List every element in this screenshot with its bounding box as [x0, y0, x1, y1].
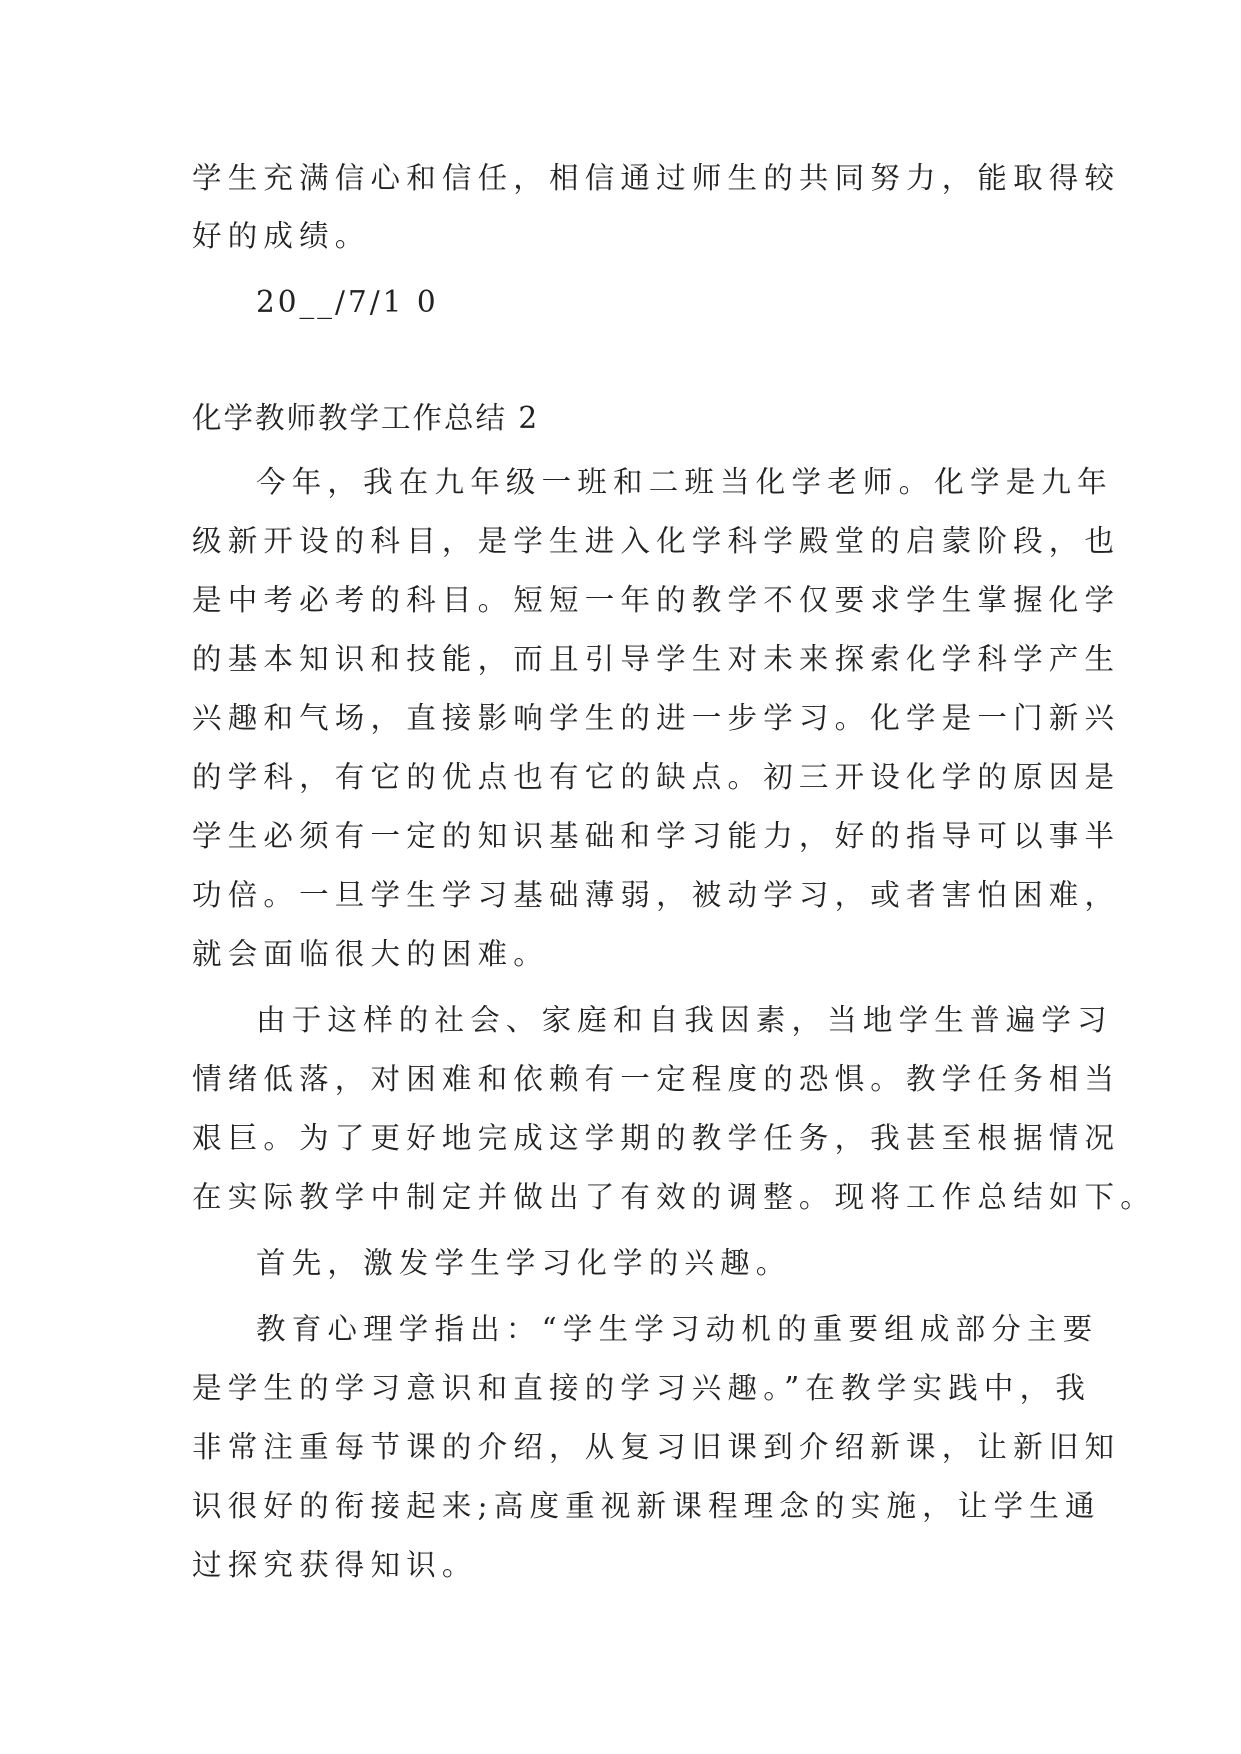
- paragraph-line: 的基本知识和技能，而且引导学生对未来探索化学科学产生: [192, 642, 1121, 676]
- paragraph-line: 识很好的衔接起来;高度重视新课程理念的实施，让学生通: [192, 1489, 1101, 1523]
- date-line: 20__/7/1 0: [256, 285, 439, 319]
- paragraph-line: 是学生的学习意识和直接的学习兴趣。”在教学实践中，我: [192, 1371, 1092, 1405]
- paragraph-line: 好的成绩。: [192, 219, 371, 253]
- paragraph-line: 今年，我在九年级一班和二班当化学老师。化学是九年: [256, 465, 1113, 499]
- paragraph-line: 由于这样的社会、家庭和自我因素，当地学生普遍学习: [256, 1003, 1113, 1037]
- paragraph-line: 级新开设的科目，是学生进入化学科学殿堂的启蒙阶段，也: [192, 524, 1121, 558]
- paragraph-line: 教育心理学指出：“学生学习动机的重要组成部分主要: [256, 1312, 1099, 1346]
- paragraph-line: 过探究获得知识。: [192, 1548, 478, 1582]
- paragraph-line: 兴趣和气场，直接影响学生的进一步学习。化学是一门新兴: [192, 701, 1121, 735]
- paragraph-line: 就会面临很大的困难。: [192, 937, 550, 971]
- paragraph-line: 学生充满信心和信任，相信通过师生的共同努力，能取得较: [192, 161, 1121, 195]
- paragraph-line: 首先，激发学生学习化学的兴趣。: [256, 1246, 792, 1280]
- paragraph-line: 功倍。一旦学生学习基础薄弱，被动学习，或者害怕困难，: [192, 878, 1121, 912]
- paragraph-line: 情绪低落，对困难和依赖有一定程度的恐惧。教学任务相当: [192, 1062, 1121, 1096]
- paragraph-line: 的学科，有它的优点也有它的缺点。初三开设化学的原因是: [192, 760, 1121, 794]
- paragraph-line: 在实际教学中制定并做出了有效的调整。现将工作总结如下。: [192, 1180, 1156, 1214]
- paragraph-line: 非常注重每节课的介绍，从复习旧课到介绍新课，让新旧知: [192, 1430, 1121, 1464]
- paragraph-line: 艰巨。为了更好地完成这学期的教学任务，我甚至根据情况: [192, 1121, 1121, 1155]
- paragraph-line: 学生必须有一定的知识基础和学习能力，好的指导可以事半: [192, 819, 1121, 853]
- section-heading: 化学教师教学工作总结 2: [192, 401, 540, 435]
- paragraph-line: 是中考必考的科目。短短一年的教学不仅要求学生掌握化学: [192, 583, 1121, 617]
